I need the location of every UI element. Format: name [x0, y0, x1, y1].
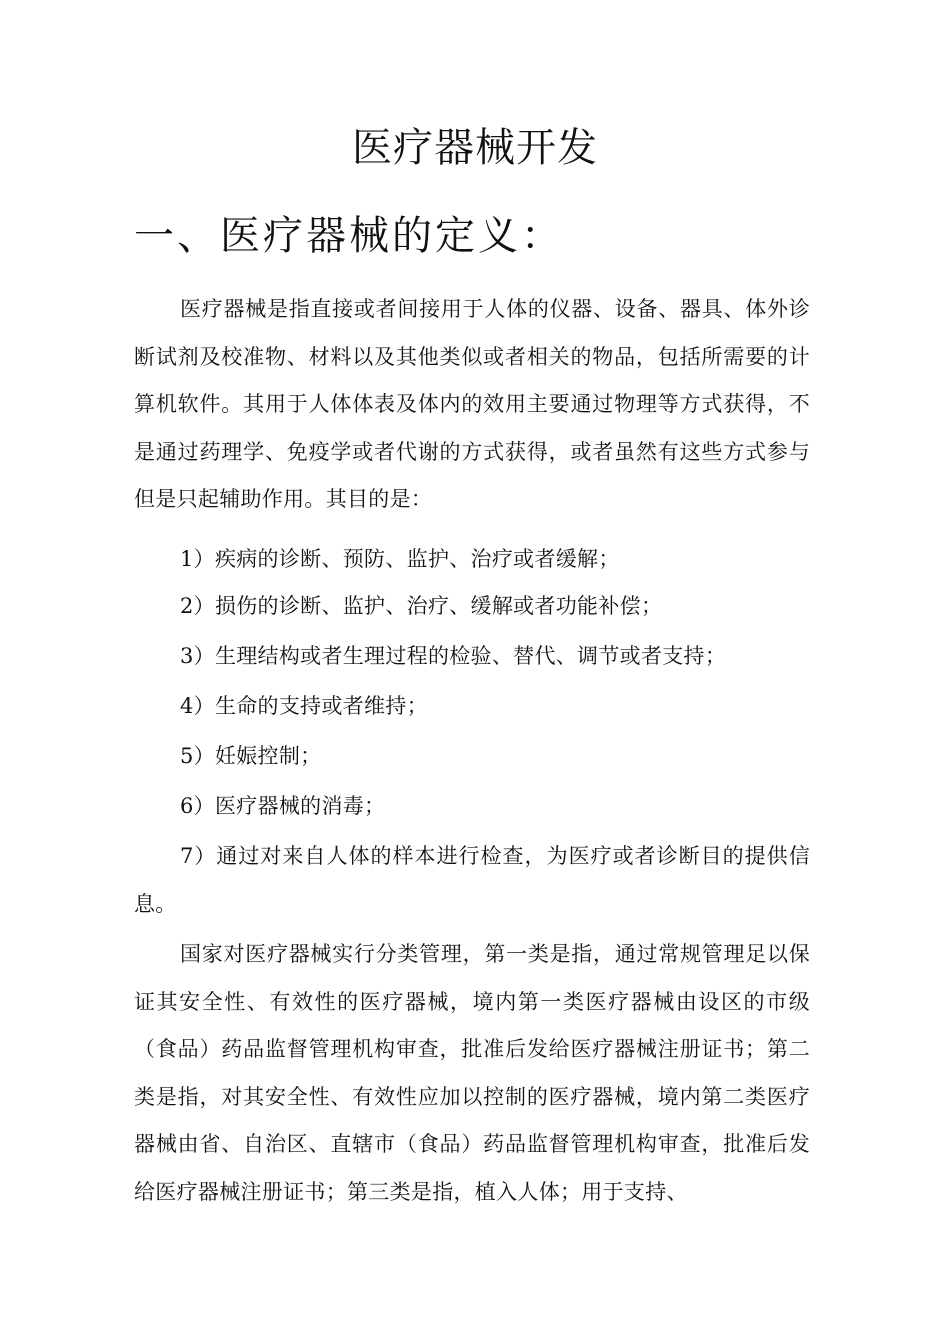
purpose-item-7: 7）通过对来自人体的样本进行检查，为医疗或者诊断目的提供信息。	[134, 844, 810, 916]
purpose-item-1: 1）疾病的诊断、预防、监护、治疗或者缓解；	[180, 547, 620, 571]
purpose-item-2: 2）损伤的诊断、监护、治疗、缓解或者功能补偿；	[180, 594, 663, 618]
purpose-item-4: 4）生命的支持或者维持；	[180, 694, 428, 718]
purpose-item-3: 3）生理结构或者生理过程的检验、替代、调节或者支持；	[180, 644, 727, 668]
purpose-item-5: 5）妊娠控制；	[180, 744, 322, 768]
purpose-item-6: 6）医疗器械的消毒；	[180, 794, 386, 818]
definition-paragraph: 医疗器械是指直接或者间接用于人体的仪器、设备、器具、体外诊断试剂及校准物、材料以及其他类似或者相关的物品，包括所需要的计算机软件。其用于人体体表及体内的效用主要通过物理等方式获得，不是通过药理学、免疫学或者代谢的方式获得，或者虽然有这些方式参与但是只起辅助作用。其目的是：	[134, 297, 810, 511]
section-heading: 一、医疗器械的定义：	[134, 213, 564, 259]
classification-paragraph: 国家对医疗器械实行分类管理，第一类是指，通过常规管理足以保证其安全性、有效性的医疗器械，境内第一类医疗器械由设区的市级（食品）药品监督管理机构审查，批准后发给医疗器械注册证书；第二类是指，对其安全性、有效性应加以控制的医疗器械，境内第二类医疗器械由省、自治区、直辖市（食品）药品监督管理机构审查，批准后发给医疗器械注册证书；第三类是指，植入人体；用于支持、	[134, 942, 810, 1204]
document-title: 医疗器械开发	[352, 125, 598, 171]
